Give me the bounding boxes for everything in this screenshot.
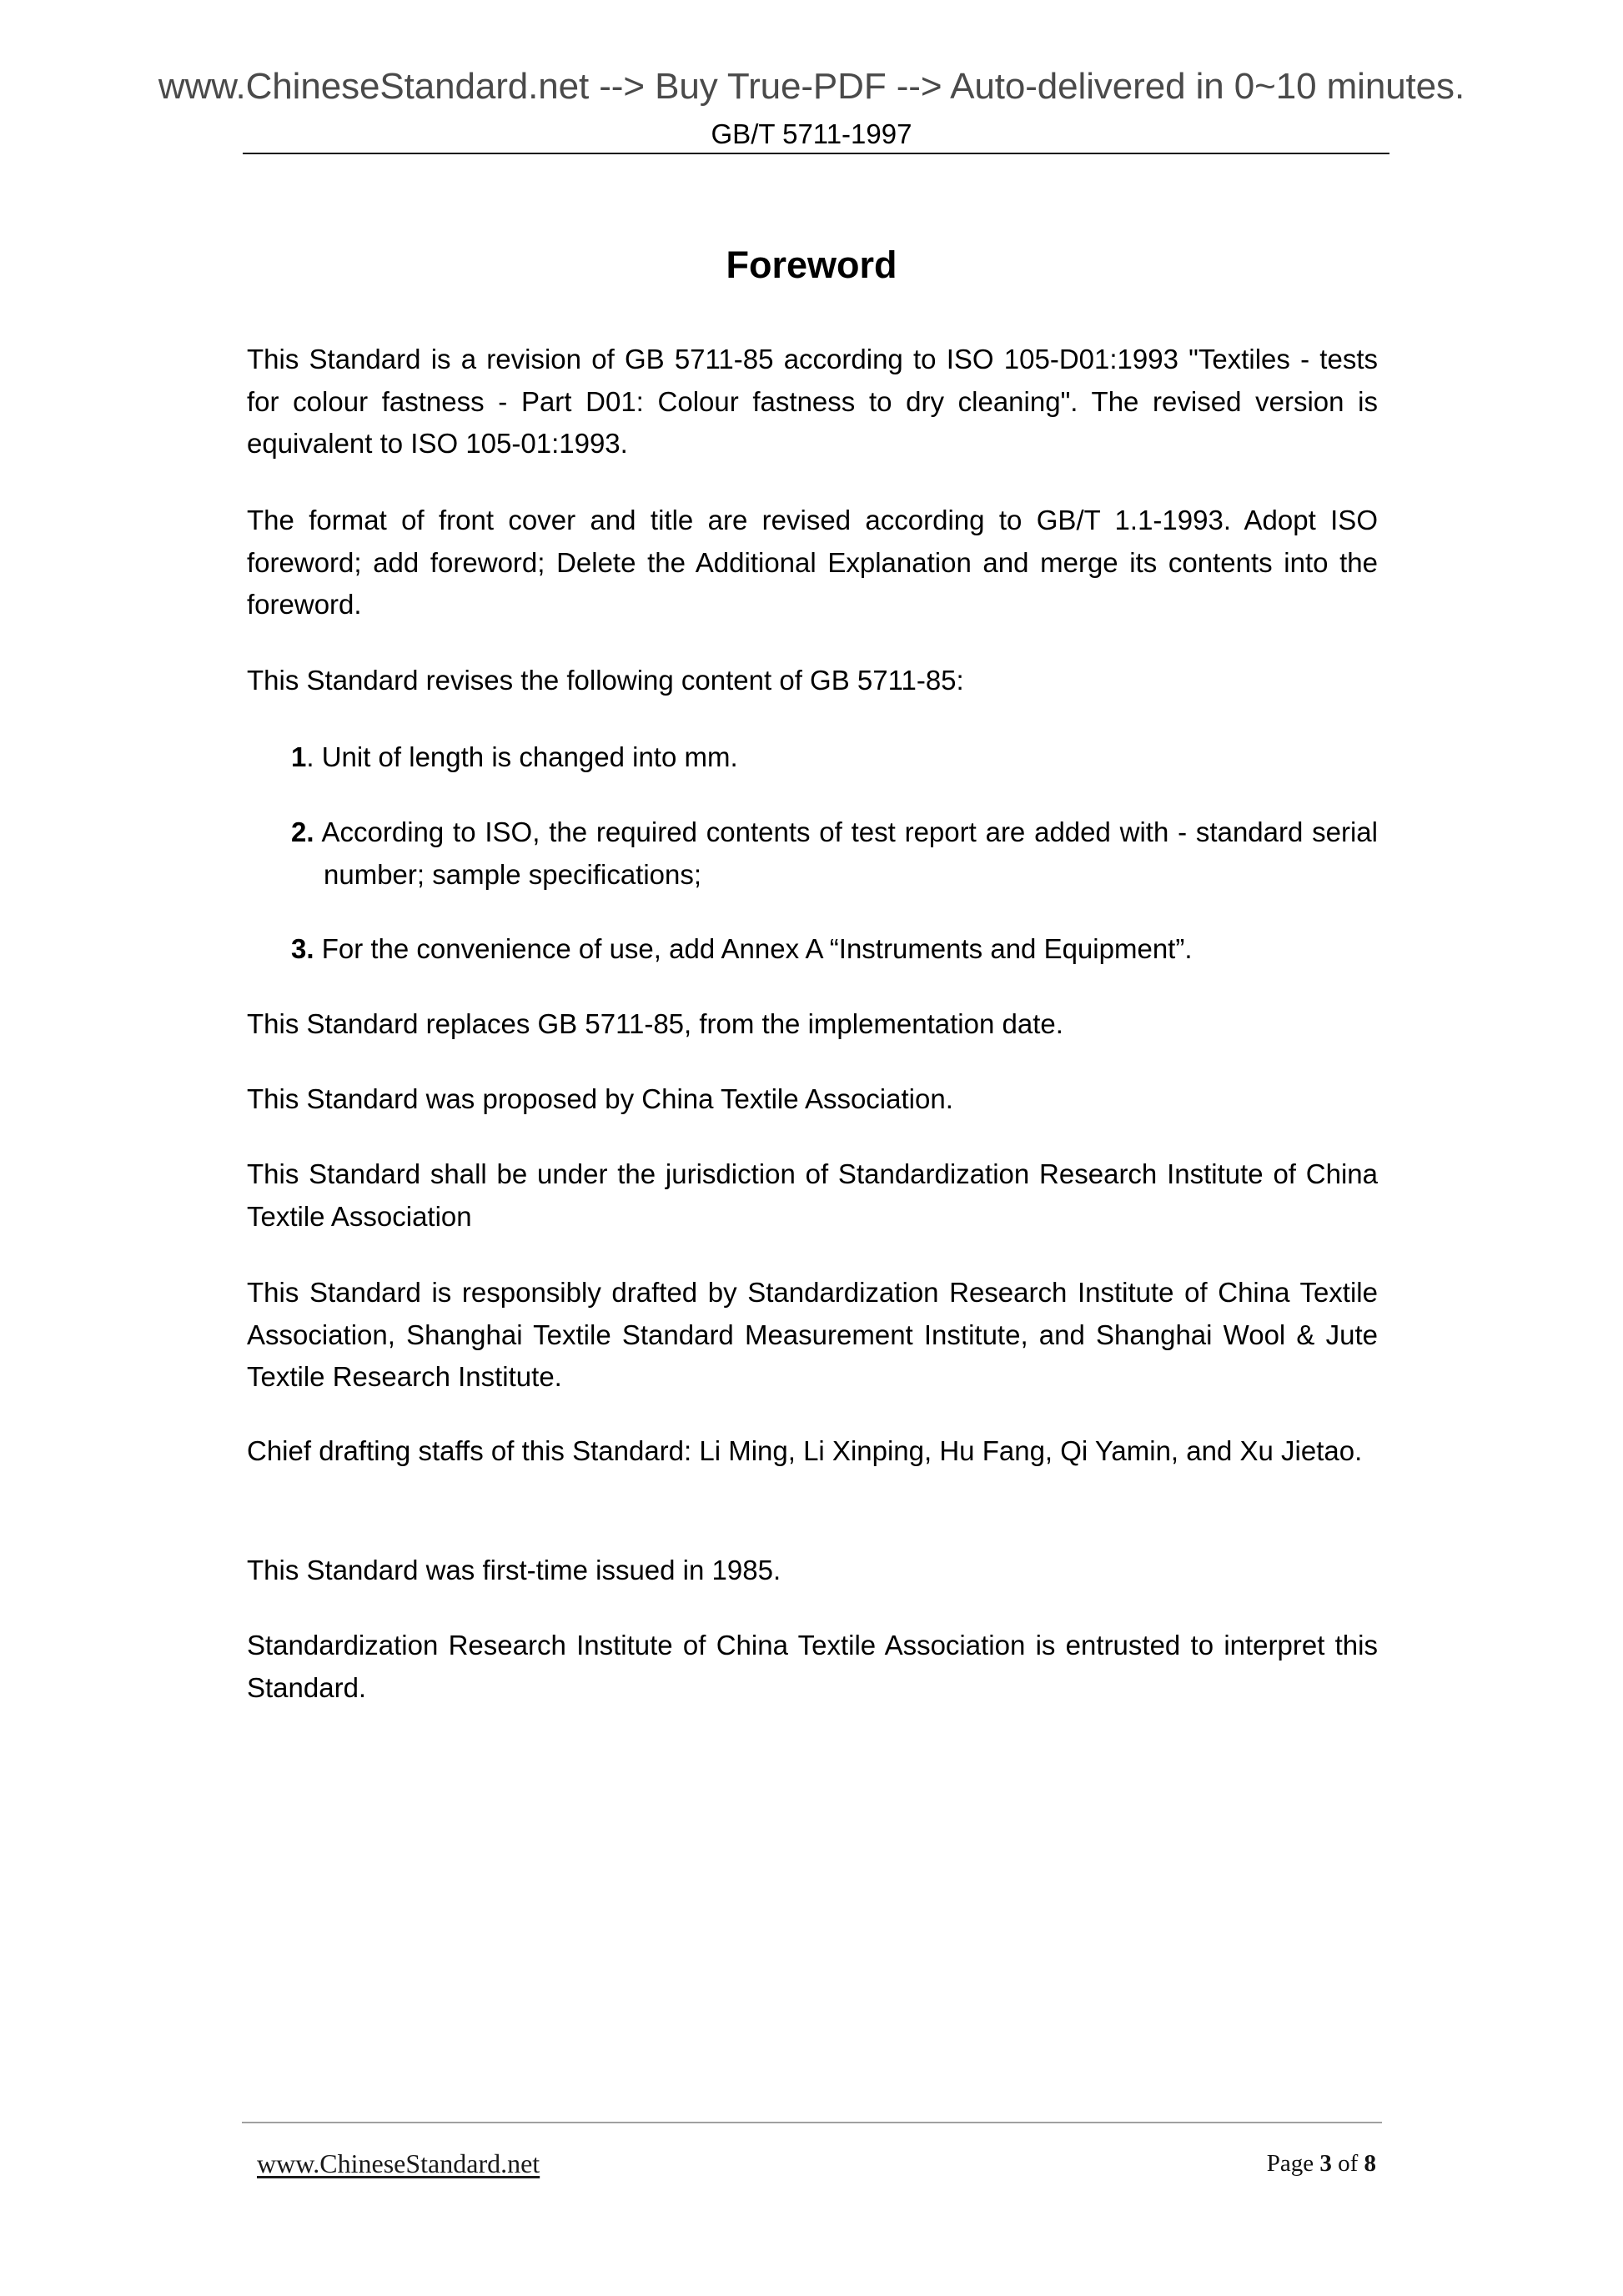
paragraph-revisions-intro: This Standard revises the following content of GB 5711-85: — [247, 665, 964, 696]
paragraph-proposed-by: This Standard was proposed by China Textile Association. — [247, 1083, 953, 1114]
paragraph-drafting-staff: Chief drafting staffs of this Standard: Li Ming, Li Xinping, Hu Fang, Qi Yamin, and Xu Jietao. — [247, 1435, 1363, 1466]
paragraph-jurisdiction: This Standard shall be under the jurisdiction of Standardization Research Institute of China Textile Association — [247, 1158, 1378, 1232]
paragraph-drafted-by: This Standard is responsibly drafted by Standardization Research Institute of China Textile Association, Shanghai Textile Standard Measurement Institute, and Shanghai Wool & Jute Textile Research Institute. — [247, 1277, 1378, 1392]
revision-item-2 — [286, 811, 1378, 896]
footer-site-link[interactable]: www.ChineseStandard.net — [257, 2148, 540, 2178]
page-of-label: of — [1338, 2150, 1359, 2177]
item-text: According to ISO, the required contents of test report are added with - standard serial number; sample specifications; — [321, 816, 1378, 890]
footer-divider — [242, 2122, 1382, 2123]
item-number: 2. — [291, 816, 314, 847]
paragraph-interpretation: Standardization Research Institute of China Textile Association is entrusted to interpret this Standard. — [247, 1630, 1378, 1703]
paragraph-format-changes: The format of front cover and title are revised according to GB/T 1.1-1993. Adopt ISO foreword; add foreword; Delete the Additional Explanation and merge its contents into the foreword. — [247, 505, 1378, 620]
item-number: 1 — [291, 741, 307, 772]
paragraph-first-issued: This Standard was first-time issued in 1985. — [247, 1555, 781, 1585]
paragraph-replaces: This Standard replaces GB 5711-85, from the implementation date. — [247, 1008, 1063, 1039]
item-number-separator: . — [306, 741, 314, 772]
revision-item-1 — [286, 736, 1378, 779]
revision-item-3 — [286, 928, 1378, 971]
page-title: Foreword — [726, 244, 897, 286]
paragraph-revision-basis: This Standard is a revision of GB 5711-85 according to ISO 105-D01:1993 "Textiles - tests for colour fastness - Part D01: Colour fastness to dry cleaning". The revised version is equivalent to ISO 105-01:1993. — [247, 344, 1378, 459]
page-label: Page — [1266, 2150, 1314, 2177]
item-text: For the convenience of use, add Annex A “Instruments and Equipment”. — [321, 933, 1193, 964]
item-number: 3. — [291, 933, 314, 964]
item-text: Unit of length is changed into mm. — [321, 741, 738, 772]
page-current: 3 — [1319, 2150, 1332, 2177]
page-number — [1267, 2152, 1376, 2176]
header-divider — [243, 153, 1389, 154]
page-total: 8 — [1364, 2150, 1376, 2177]
header-standard-code: GB/T 5711-1997 — [711, 118, 912, 149]
header-promo-text: www.ChineseStandard.net --> Buy True-PDF --> Auto-delivered in 0~10 minutes. — [158, 66, 1465, 107]
